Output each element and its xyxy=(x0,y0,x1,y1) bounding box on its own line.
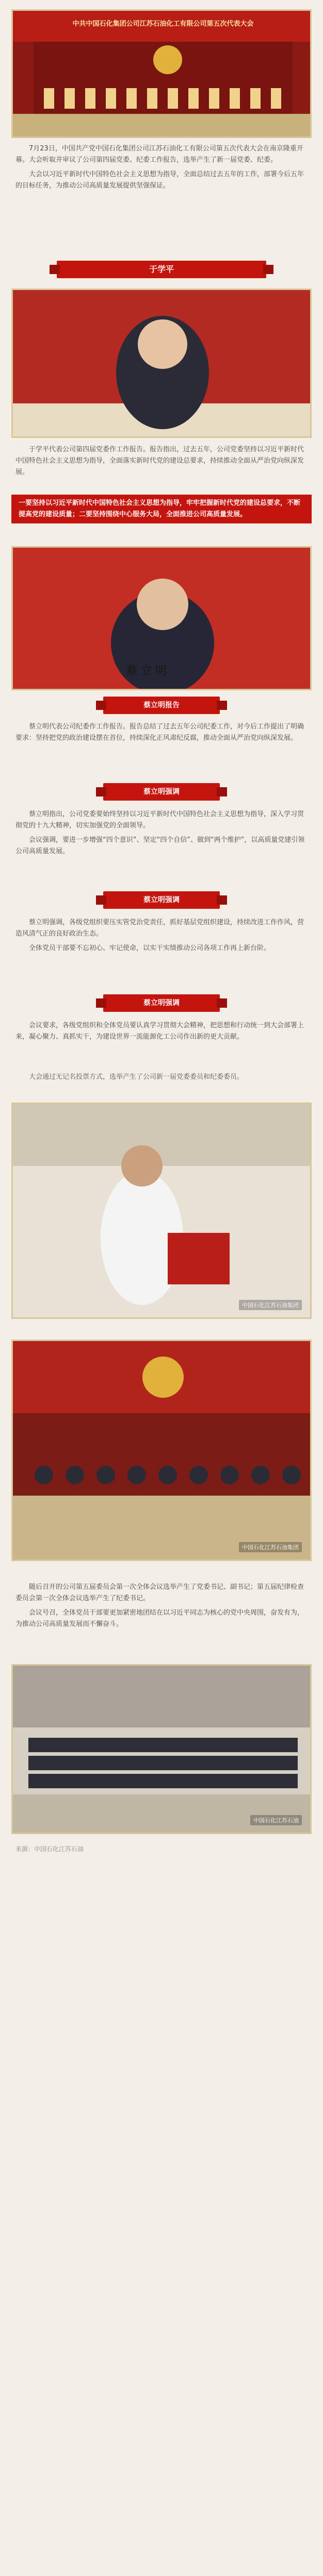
section2-text xyxy=(15,721,308,747)
section4-text xyxy=(15,1020,308,1046)
closing-paragraph-2: 会议号召，全体党员干部要更加紧密地团结在以习近平同志为核心的党中央周围，奋发有为，为推动公司高质量发展而不懈奋斗。 xyxy=(15,1609,304,1628)
hero-banner-text: 中共中国石化集团公司江苏石油化工有限公司第五次代表大会 xyxy=(72,20,254,28)
conference-hero-photo xyxy=(11,9,312,138)
section2-title: 蔡立明报告 xyxy=(103,697,220,714)
speaker-1-illustration xyxy=(13,290,312,438)
closing-paragraph-1: 随后召开的公司第五届委员会第一次全体会议选举产生了党委书记、副书记；第五届纪律检查委员会第一次全体会议选举产生了纪委书记。 xyxy=(15,1583,304,1602)
section3-paragraph-2: 会议强调，要进一步增强“四个意识”、坚定“四个自信”、做到“两个维护”，以高质量党建引领公司高质量发展。 xyxy=(15,836,305,855)
group-illustration xyxy=(13,1666,312,1834)
section4-title: 蔡立明强调 xyxy=(103,994,220,1012)
section3-sub-paragraph-1: 蔡立明强调，各级党组织要压实管党治党责任，抓好基层党组织建设，持续改进工作作风，营造风清气正的良好政治生态。 xyxy=(15,919,304,938)
section3-sub-paragraph-2: 全体党员干部要不忘初心、牢记使命，以实干实绩推动公司各项工作再上新台阶。 xyxy=(29,944,271,952)
voting-photo xyxy=(11,1103,312,1319)
assembly-illustration xyxy=(13,1341,312,1561)
section1-highlight: 一要坚持以习近平新时代中国特色社会主义思想为指导，牢牢把握新时代党的建设总要求，不断提高党的建设质量；二要坚持围绕中心服务大局，全面推进公司高质量发展。 xyxy=(11,495,312,523)
voting-caption: 大会通过无记名投票方式，选举产生了公司新一届党委委员和纪委委员。 xyxy=(29,1073,244,1081)
group-photo-watermark: 中国石化江苏石油 xyxy=(250,1815,302,1825)
section3-title: 蔡立明强调 xyxy=(103,783,220,801)
section4-paragraph-1: 会议要求，各级党组织和全体党员要认真学习贯彻大会精神，把思想和行动统一到大会部署上来，凝心聚力、真抓实干，为建设世界一流能源化工公司作出新的更大贡献。 xyxy=(15,1022,304,1041)
section3-sub-text xyxy=(15,917,308,957)
section3-paragraph-1: 蔡立明指出，公司党委要始终坚持以习近平新时代中国特色社会主义思想为指导，深入学习贯彻党的十九大精神，切实加强党的全面领导。 xyxy=(15,810,304,829)
group-photo xyxy=(11,1664,312,1834)
section-label-yuxueping: 于学平 xyxy=(57,261,266,278)
assembly-photo xyxy=(11,1340,312,1561)
voting-photo-watermark: 中国石化江苏石油集团 xyxy=(239,1300,302,1310)
section2-paragraph-1: 蔡立明代表公司纪委作工作报告。报告总结了过去五年公司纪委工作，对今后工作提出了明确要求：坚持把党的政治建设摆在首位，持续深化正风肃纪反腐，推动全面从严治党向纵深发展。 xyxy=(15,723,304,742)
section1-text xyxy=(15,444,308,481)
intro-paragraph-2: 大会以习近平新时代中国特色社会主义思想为指导，全面总结过去五年的工作，部署今后五年的目标任务，为推动公司高质量发展提供坚强保证。 xyxy=(15,171,304,190)
hero-illustration xyxy=(13,11,312,138)
closing-text xyxy=(15,1582,308,1633)
speaker-photo-2 xyxy=(11,546,312,690)
section1-paragraph-1: 于学平代表公司第四届党委作工作报告。报告指出，过去五年，公司党委坚持以习近平新时代中国特色社会主义思想为指导，全面落实新时代党的建设总要求，持续推动全面从严治党向纵深发展。 xyxy=(15,446,304,476)
section3-text xyxy=(15,809,308,860)
speaker-photo-1 xyxy=(11,289,312,438)
section3-subtitle: 蔡立明强调 xyxy=(103,891,220,909)
source-footer: 来源：中国石化江苏石油 xyxy=(15,1845,84,1853)
assembly-photo-watermark: 中国石化江苏石油集团 xyxy=(239,1542,302,1552)
speaker-2-nameplate: 蔡立明 xyxy=(126,665,170,677)
intro-paragraph-1: 7月23日，中国共产党中国石化集团公司江苏石油化工有限公司第五次代表大会在南京隆重开幕。大会听取并审议了公司第四届党委、纪委工作报告，选举产生了新一届党委、纪委。 xyxy=(15,145,303,164)
voting-illustration xyxy=(13,1104,312,1319)
intro-text xyxy=(15,143,308,195)
